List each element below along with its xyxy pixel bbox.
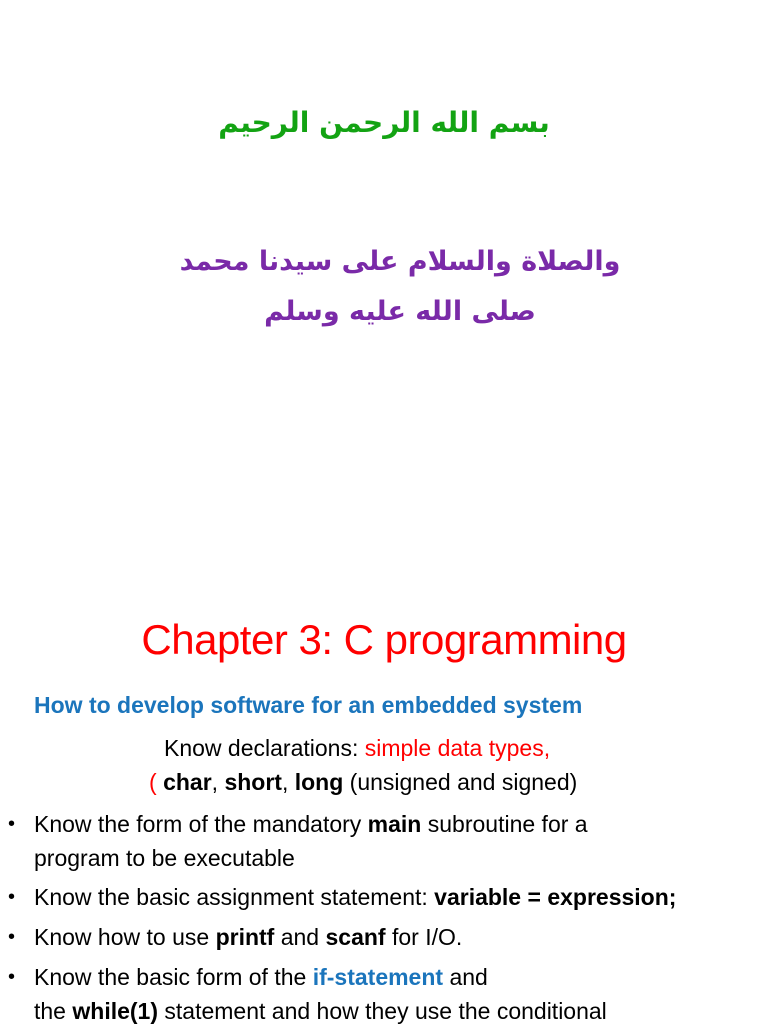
bullet-text-part: Know the basic assignment statement: <box>34 884 435 910</box>
types-suffix: (unsigned and signed) <box>343 769 578 795</box>
bullet-bold-main: main <box>367 811 422 837</box>
bullet-bold-while: while(1) <box>72 998 158 1024</box>
salat-line-2: صلى الله عليه وسلم <box>264 296 536 327</box>
bullet-if-statement: if-statement <box>312 964 444 990</box>
bullet-text-part: statement and how they use the conditional <box>158 998 607 1024</box>
salat-line-1: والصلاة والسلام على سيدنا محمد <box>179 246 621 277</box>
bullet-text-part: the <box>34 998 73 1024</box>
chapter-title: Chapter 3: C programming <box>141 616 627 663</box>
bullet-dot-icon: • <box>8 813 16 835</box>
declarations-line <box>164 735 550 762</box>
type-short: short <box>224 769 282 795</box>
basmala-heading: بسم الله الرحمن الرحيم <box>218 106 550 139</box>
type-comma-2: , <box>281 769 295 795</box>
bullet-dot-icon: • <box>8 886 16 908</box>
bullet-bold-printf: printf <box>215 924 275 950</box>
declarations-highlight: simple data types, <box>364 735 551 761</box>
chapter-subtitle: How to develop software for an embedded system <box>34 692 583 718</box>
bullet-text: program to be executable <box>34 845 295 871</box>
open-paren: ( <box>149 769 164 795</box>
bullet-text-part: subroutine for a <box>421 811 588 837</box>
bullet-dot-icon: • <box>8 966 16 988</box>
type-comma-1: , <box>211 769 225 795</box>
type-char: char <box>163 769 212 795</box>
bullet-text-part: for I/O. <box>385 924 463 950</box>
declarations-prefix: Know declarations: <box>164 735 365 761</box>
bullet-text <box>34 807 764 841</box>
data-types-line <box>149 769 577 796</box>
bullet-text <box>34 960 764 994</box>
bullet-text-part: Know the basic form of the <box>34 964 313 990</box>
bullet-text-part: Know how to use <box>34 924 216 950</box>
bullet-text-part: Know the form of the mandatory <box>34 811 368 837</box>
bullet-dot-icon: • <box>8 926 16 948</box>
bullet-text <box>34 920 764 954</box>
bullet-text-part: and <box>443 964 488 990</box>
type-long: long <box>294 769 344 795</box>
bullet-bold-assignment: variable = expression; <box>434 884 677 910</box>
bullet-text <box>34 994 764 1028</box>
bullet-text-part: and <box>274 924 326 950</box>
bullet-bold-scanf: scanf <box>325 924 386 950</box>
bullet-text <box>34 880 764 914</box>
